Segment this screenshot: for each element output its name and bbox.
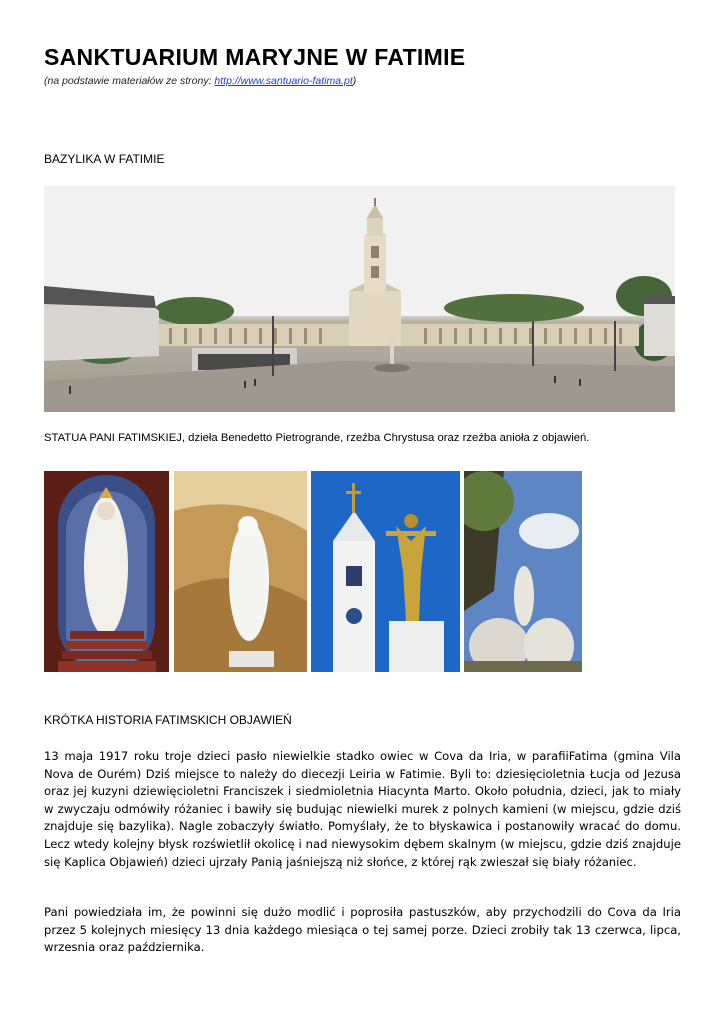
history-paragraph: 13 maja 1917 roku troje dzieci pasło niewielkie stadko owiec w Cova da Iria, w parafiiFatima (gmina Vila Nova de Ourém) Dziś miejsce to należy do diecezji Leiria w Fatimie. Byli to: dziesięcioletnia Łucja od Jezusa oraz jej kuzyni dziewięcioletni Franciszek i siedmioletnia Hiacynta Marto. Około południa, dzieci, jak to miały w zwyczaju odmówiły różaniec i bawiły się budując niewielki murek z polnych kamieni (w miejscu, gdzie dziś znajduje się bazylika). Nagle zobaczyły światło. Pomyślały, że to błyskawica i postanowiły wracać do domu. Lecz wtedy kolejny błysk rozświetlił okolicę i nad niewysokim dębem skalnym (w miejscu, gdzie dziś znajduje się Kaplica Objawień) dzieci ujrzały Panią jaśniejszą niż słońce, z której rąk zwieszał się biały różaniec. bbox=[44, 749, 681, 869]
section-heading-basilica: BAZYLIKA W FATIMIE bbox=[44, 152, 165, 166]
our-lady-statue-image bbox=[44, 471, 169, 672]
statues-caption: STATUA PANI FATIMSKIEJ, dzieła Benedetto Pietrogrande, rzeźba Chrystusa oraz rzeźba anioła z objawień. bbox=[44, 432, 590, 444]
basilica-panorama-image bbox=[44, 186, 675, 412]
angel-sculpture-image bbox=[464, 471, 582, 672]
source-link[interactable]: http://www.santuario-fatima.pt bbox=[214, 75, 353, 87]
white-statue-image bbox=[174, 471, 307, 672]
source-prefix: (na podstawie materiałów ze strony: bbox=[44, 75, 215, 87]
section-heading-history: KRÓTKA HISTORIA FATIMSKICH OBJAWIEŃ bbox=[44, 713, 292, 727]
source-suffix: ) bbox=[352, 75, 357, 87]
history-paragraph: Pani powiedziała im, że powinni się dużo modlić i poprosiła pastuszków, aby przychodzili do Cova da Iria przez 5 kolejnych miesięcy 13 dnia każdego miesiąca o tej samej porze. Dzieci zrobiły tak 13 czerwca, lipca, wrzesnia oraz października. bbox=[44, 905, 681, 955]
page-title: SANKTUARIUM MARYJNE W FATIMIE bbox=[44, 44, 466, 70]
source-note bbox=[44, 75, 356, 87]
christ-statue-image bbox=[311, 471, 460, 672]
